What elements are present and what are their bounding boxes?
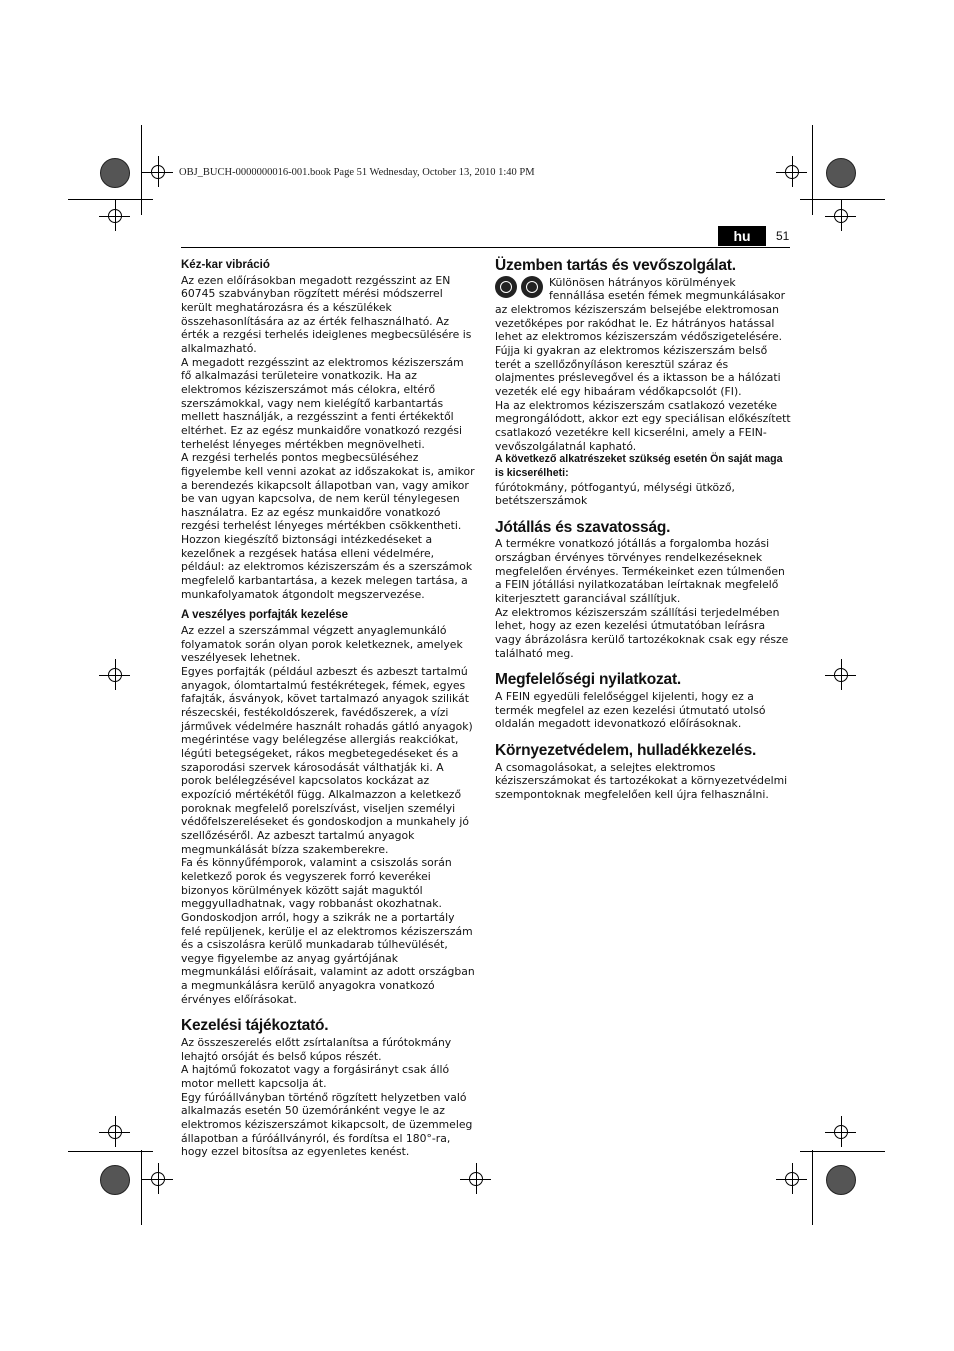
registration-mark-icon [108, 209, 122, 223]
paragraph [495, 276, 791, 399]
section-heading-maintenance: Üzemben tartás és vevőszolgálat. [495, 257, 736, 274]
crop-line [68, 1151, 153, 1152]
header-rule [181, 247, 790, 248]
registration-mark-icon [108, 668, 122, 682]
page-number: 51 [776, 229, 790, 243]
safety-icons [495, 276, 543, 298]
paragraph: Az összeszerelés előtt zsírtalanítsa a fúrótokmány lehajtó orsóját és belső kúpos részét. [181, 1036, 452, 1063]
section-heading-vibration: Kéz-kar vibráció [181, 259, 270, 271]
registration-mark-icon [151, 1172, 165, 1186]
registration-mark-icon [108, 1125, 122, 1139]
paragraph: Az elektromos kéziszerszám szállítási terjedelmében lehet, hogy az ezen kezelési útmutatóban leírásra vagy ábrázolásra kerülő tartozékoknak csak egy része található meg. [495, 605, 789, 660]
registration-disc-icon [100, 158, 130, 188]
paragraph: Egyes porfajták (például azbeszt és azbeszt tartalmú anyagok, ólomtartalmú festékrétegek, fémek, egyes fafajták, ásványok, követ tartalmazó anyagok szilikát részecskéi, festékoldószerek, favédőszerek, a vízi járművek védelmére használt rohadás gátló anyagok) megérintése vagy belélegzése allergiás reakciókat, légúti betegségeket, rákos megbetegedéseket és a szaporodási szervek károsodását válthatják ki. A porok belélegzésével kapcsolatos kockázat az expozíció mértékétől függ. Alkalmazzon a keletkező poroknak megfelelő porelszívást, viseljen személyi védőfelszereléseket és gondoskodjon a munkahely jó szellőzéséről. Az azbeszt tartalmú anyagok megmunkálását bízza szakemberekre. [181, 665, 473, 856]
paragraph: Egy fúróállványban történő rögzített helyzetben való alkalmazás esetén 50 üzemóránként vegye le az elektromos kéziszerszámot kikapcsolt, de üzemmeleg állapotban a fúróállványról, és fordítsa el 180°-ra, hogy ezzel bitosítsa az egyenletes kenést. [181, 1090, 473, 1159]
registration-mark-icon [785, 1172, 799, 1186]
crop-line [800, 199, 885, 200]
crop-line [800, 1151, 885, 1152]
registration-disc-icon [826, 1165, 856, 1195]
paragraph: A rezgési terhelés pontos megbecsüléséhez figyelembe kell venni azokat az időszakokat is, amikor a berendezés kikapcsolt állapotban van, vagy amikor be van ugyan kapcsolva, de nem kerül ténylegesen használatra. Ez az egész munkaidőre vonatkozó rezgési terhelést lényeges mértékben csökkentheti. [181, 451, 475, 533]
paragraph: Fa és könnyűfémporok, valamint a csiszolás során keletkező porok és vegyszerek forró keverékei bizonyos körülmények között saját maguktól meggyulladhatnak, vagy robbanást okozhatnak. Gondoskodjon arról, hogy a szikrák ne a portartály felé repüljenek, kerülje el az elektromos kéziszerszám és a csiszolásra kerülő munkadarab túlhevülését, vegye figyelembe az anyag gyártójának megmunkálási előírásait, valamint az adott országban a megmunkálásra kerülő anyagokra vonatkozó érvényes előírásokat. [181, 856, 475, 1006]
paragraph: A hajtómű fokozatot vagy a forgásirányt csak álló motor mellett kapcsolja át. [181, 1063, 450, 1091]
section-heading-dust: A veszélyes porfajták kezelése [181, 609, 349, 622]
paragraph: Ha az elektromos kéziszerszám csatlakozó vezetéke megrongálódott, akkor ezt egy speciálisan előkészített csatlakozó vezetékre kell kicserélni, amely a FEIN-vevőszolgálatnál kapható. [495, 398, 791, 453]
section-heading-conformity: Megfelelőségi nyilatkozat. [495, 671, 682, 689]
right-column [495, 259, 791, 802]
parts-list: fúrótokmány, pótfogantyú, mélységi ütköző, betétszerszámok [495, 480, 735, 508]
section-heading-environment: Környezetvédelem, hulladékkezelés. [495, 742, 757, 759]
crop-line [812, 1150, 813, 1225]
registration-mark-icon [834, 668, 848, 682]
crop-line [141, 1150, 142, 1225]
section-heading-warranty: Jótállás és szavatosság. [495, 518, 671, 536]
left-column [181, 259, 477, 1159]
book-info-line: OBJ_BUCH-0000000016-001.book Page 51 Wednesday, October 13, 2010 1:40 PM [179, 167, 535, 178]
paragraph: A termékre vonatkozó jótállás a forgalomba hozási országban érvényes törvényes rendelkezéseknek megfelelően érvényes. Termékeinket ezen túlmenően a FEIN jótállási nyilatkozatában leírtaknak megfelelő kiterjesztett garanciával szállítjuk. [495, 537, 785, 606]
registration-mark-icon [834, 209, 848, 223]
registration-mark-icon [785, 165, 799, 179]
paragraph: Az ezen előírásokban megadott rezgésszint az EN 60745 szabványban rögzített mérési módszerrel került meghatározásra és a készülékek összehasonlítására az az érték felhasználható. Az érték a rezgési terhelés ideiglenes megbecsülésére is alkalmazható. [181, 273, 472, 355]
registration-disc-icon [100, 1165, 130, 1195]
registration-mark-icon [834, 1125, 848, 1139]
paragraph: A FEIN egyedüli felelőséggel kijelenti, hogy ez a termék megfelel az ezen kezelési útmutató utolsó oldalán megadott idevonatkozó előírásoknak. [495, 690, 766, 731]
parts-note: A következő alkatrészeket szükség esetén Ön saját maga is kicserélheti: [495, 453, 783, 479]
maintenance-text: Különösen hátrányos körülmények fennállása esetén fémek megmunkálásakor az elektromos kéziszerszám belsejébe elektromosan vezetőképes por rakódhat le. Ez hátrányos hatással lehet az elektromos kéziszerszám védőszigetelésére. Fújja ki gyakran az elektromos kéziszerszám belső terét a szellőzőnyíláson keresztül száraz és olajmentes préslevegővel és a iktasson be a hálózati vezeték elé egy hibaáram védőkapcsolót (FI). [495, 275, 786, 398]
eye-protection-icon [495, 276, 517, 298]
paragraph: Az ezzel a szerszámmal végzett anyaglemunkáló folyamatok során olyan porok keletkeznek, amelyek veszélyesek lehetnek. [181, 624, 463, 665]
paragraph: Hozzon kiegészítő biztonsági intézkedéseket a kezelőnek a rezgések hatása elleni védelmére, például: az elektromos kéziszerszám és a szerszámok megfelelő karbantartása, a kezek melegen tartása, a munkafolyamatok átgondolt megszervezése. [181, 533, 473, 601]
paragraph: A csomagolásokat, a selejtes elektromos kéziszerszámokat és tartozékokat a környezetvédelmi szempontoknak megfelelően kell újra felhasználni. [495, 760, 788, 801]
registration-disc-icon [826, 158, 856, 188]
paragraph: A megadott rezgésszint az elektromos kéziszerszám fő alkalmazási területeire vonatkozik. Ha az elektromos kéziszerszámot más célokra, eltérő szerszámokkal, vagy nem kielégítő karbantartás mellett használják, a rezgésszint a fenti értékektől eltérhet. Ez az egész munkaidőre vonatkozó rezgési terhelést lényeges mértékben megnövelheti. [181, 355, 464, 451]
crop-line [812, 125, 813, 215]
crop-line [141, 125, 142, 215]
registration-mark-icon [469, 1172, 483, 1186]
registration-mark-icon [151, 165, 165, 179]
dust-extraction-icon [521, 276, 543, 298]
crop-line [68, 199, 153, 200]
language-tab: hu [718, 226, 766, 246]
section-heading-operation: Kezelési tájékoztató. [181, 1017, 329, 1035]
